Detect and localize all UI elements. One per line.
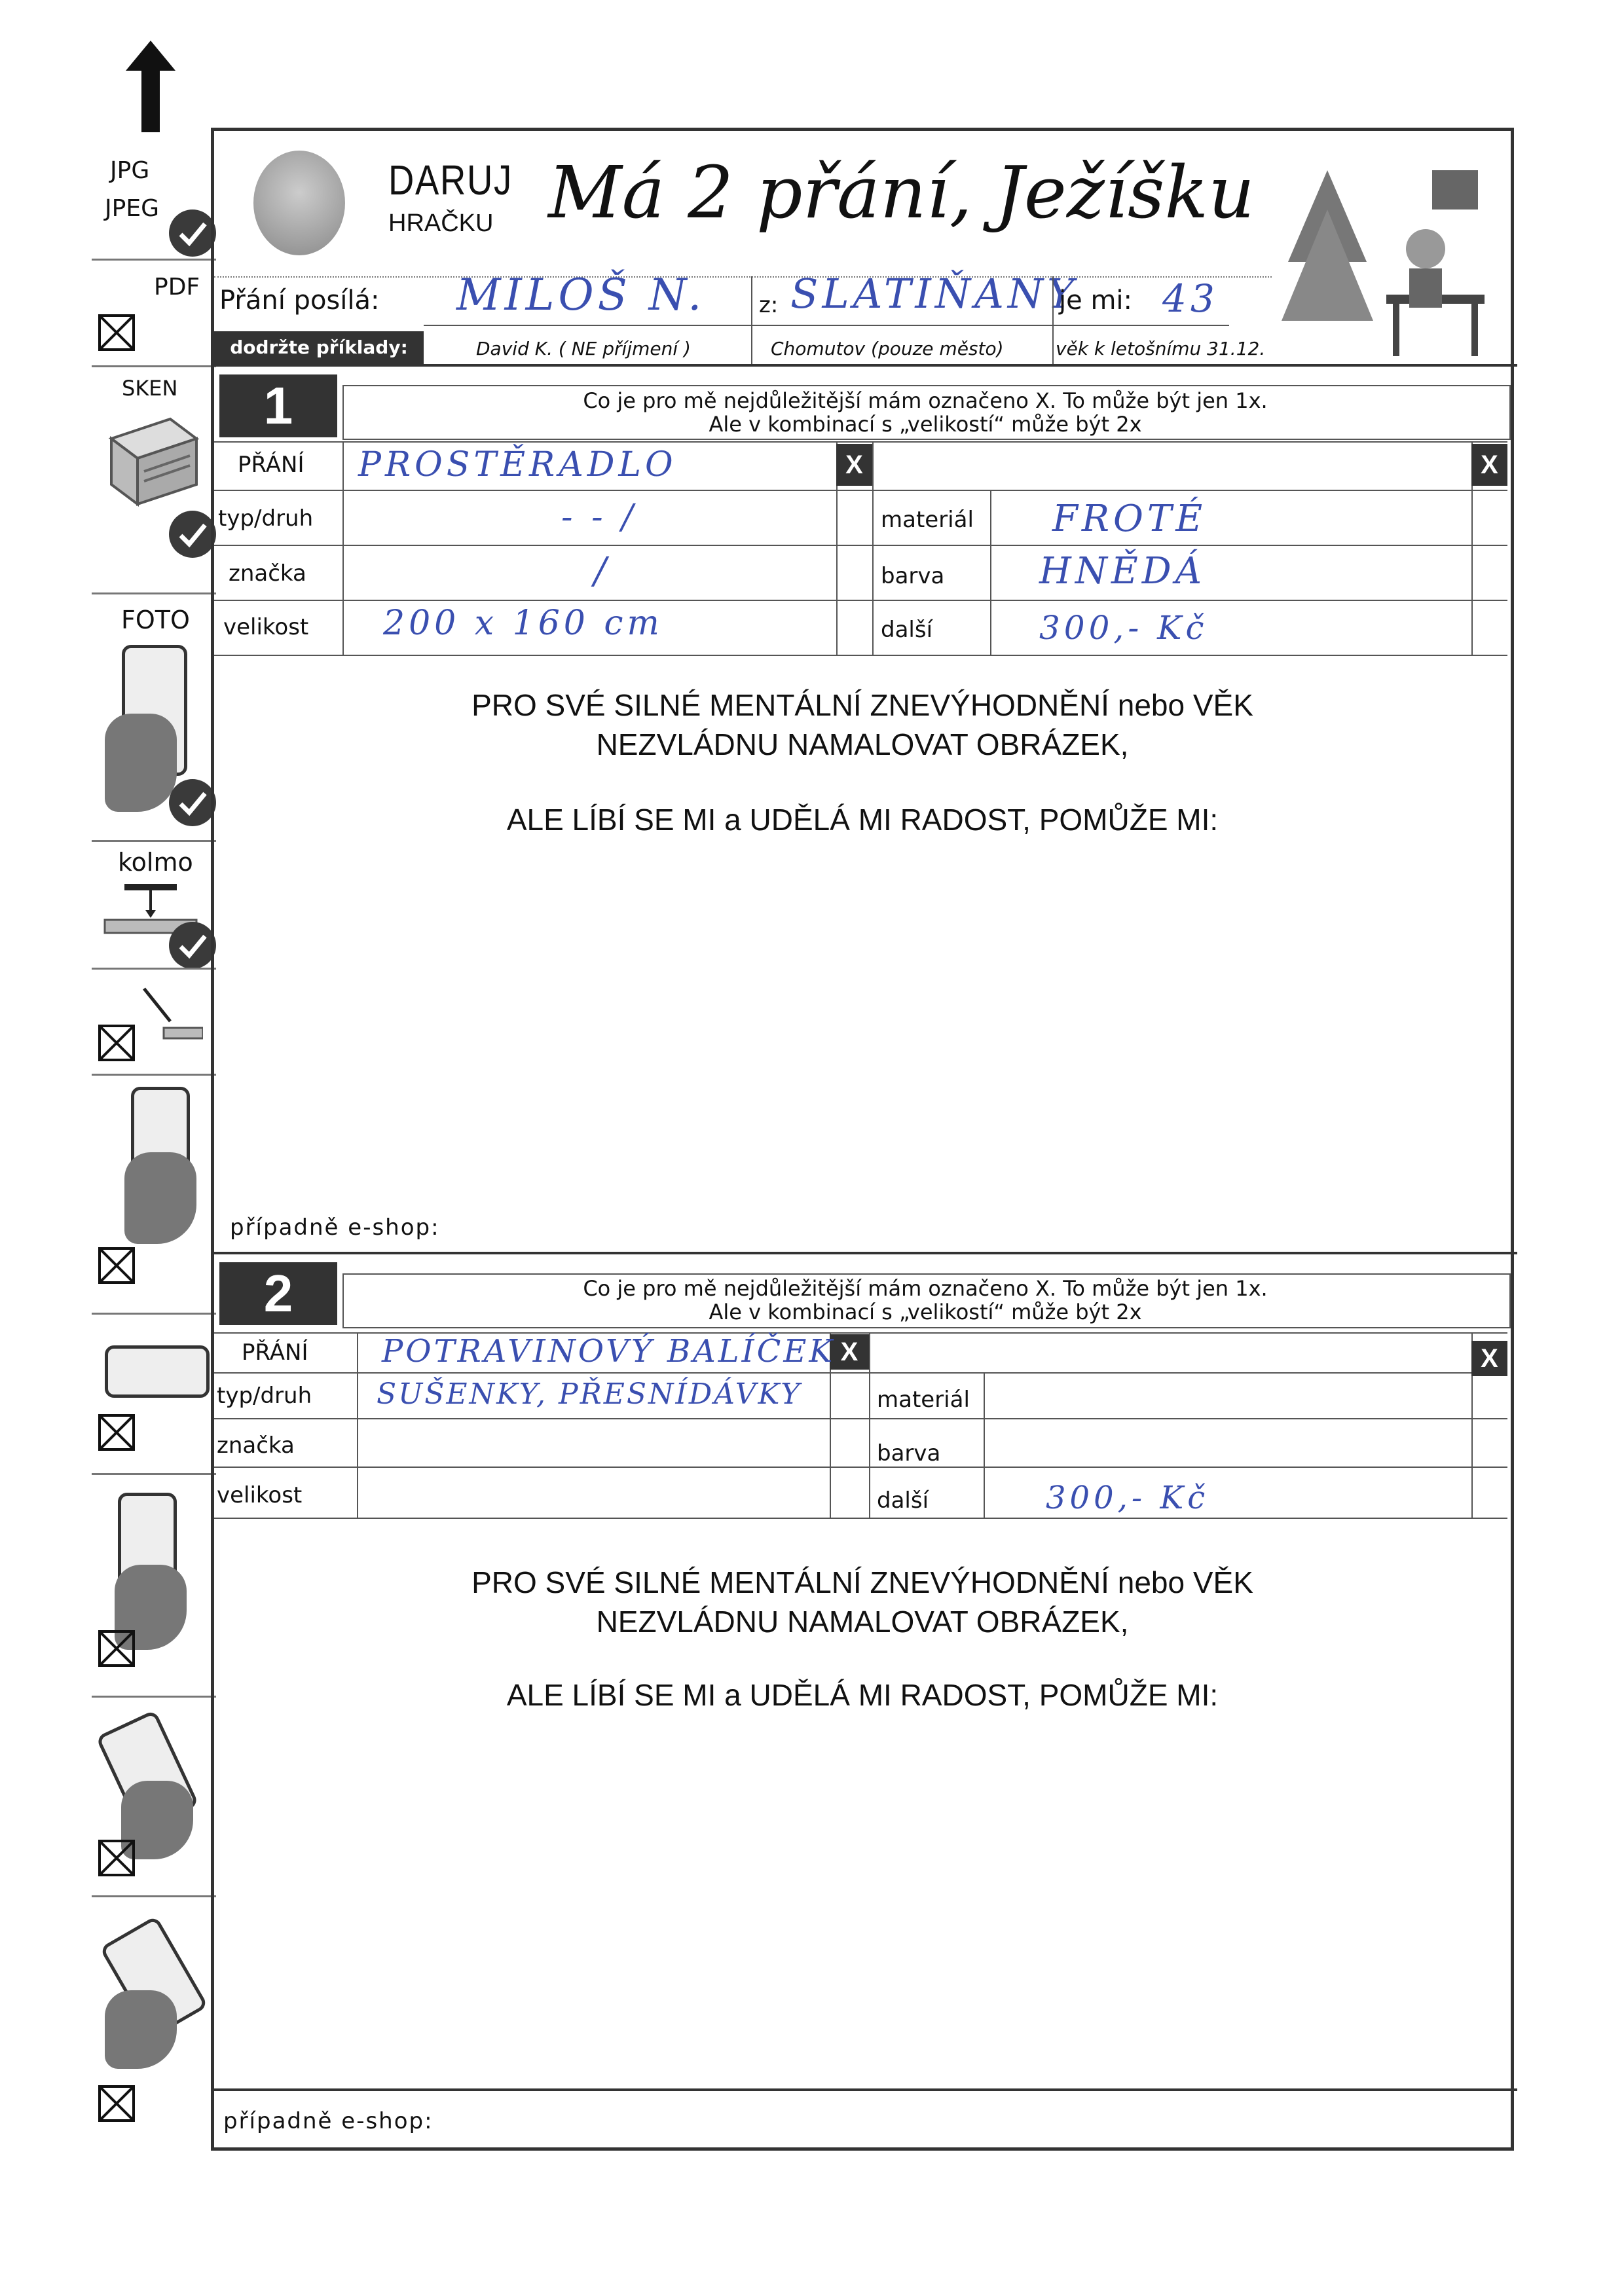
wish-2-note-line1: Co je pro mě nejdůležitější mám označeno X. To může být jen 1x. xyxy=(583,1276,1268,1301)
jpg-label: JPG xyxy=(110,157,150,184)
sidebar-divider xyxy=(92,1074,216,1076)
wish-1-x-marker-right: X xyxy=(1471,444,1507,486)
up-arrow-icon xyxy=(126,41,175,132)
hand-icon xyxy=(124,1152,196,1244)
wish-1-note-line2: Ale v kombinací s „velikostí“ může být 2x xyxy=(709,412,1142,437)
wish-1-typ-label: typ/druh xyxy=(218,505,314,532)
example-city: Chomutov (pouze město) xyxy=(771,338,1004,359)
wish-1-material-label: materiál xyxy=(881,507,974,533)
grid-line xyxy=(214,655,1507,656)
sidebar-divider xyxy=(92,259,216,261)
grid-line xyxy=(869,1332,870,1518)
wish-2-znacka-label: značka xyxy=(217,1432,295,1459)
wish-1-note-line1: Co je pro mě nejdůležitější mám označeno X. To může být jen 1x. xyxy=(583,388,1268,413)
phone-landscape-icon xyxy=(105,1345,210,1398)
header-separator xyxy=(214,276,1272,278)
hand-icon xyxy=(105,714,177,812)
wish-2-x-marker-left: X xyxy=(830,1334,869,1370)
sender-underline xyxy=(424,325,1229,326)
sidebar-divider xyxy=(92,1473,216,1475)
tilted-unchecked-icon xyxy=(98,1247,135,1284)
wish-2-material-label: materiál xyxy=(877,1387,970,1413)
wish-1-barva-value: HNĚDÁ xyxy=(1039,550,1206,592)
scanner-icon xyxy=(98,412,203,511)
wish-2-number: 2 xyxy=(219,1262,337,1325)
wish-1-typ-value: - - / xyxy=(561,498,637,537)
example-age: věk k letošnímu 31.12. xyxy=(1056,338,1266,359)
sidebar-divider xyxy=(92,968,216,970)
sidebar-divider xyxy=(92,1895,216,1897)
wish-1-x-marker-left: X xyxy=(836,444,872,486)
wish-2-message-line1: PRO SVÉ SILNÉ MENTÁLNÍ ZNEVÝHODNĚNÍ nebo VĚK xyxy=(471,1565,1253,1599)
example-name: David K. ( NE příjmení ) xyxy=(476,338,691,359)
jpeg-label: JPEG xyxy=(105,195,159,222)
sidebar-divider xyxy=(92,365,216,367)
header-bottom-line xyxy=(214,364,1517,367)
wish-1-message-line2: NEZVLÁDNU NAMALOVAT OBRÁZEK, xyxy=(596,727,1129,761)
grid-line xyxy=(214,1467,1507,1468)
hand-icon xyxy=(105,1990,177,2069)
foto-check-icon xyxy=(169,779,216,826)
examples-badge: dodržte příklady: xyxy=(214,331,424,364)
wish-2-message-line2: NEZVLÁDNU NAMALOVAT OBRÁZEK, xyxy=(596,1605,1129,1639)
wish-1-velikost-value: 200 x 160 cm xyxy=(383,604,663,643)
sender-label: Přání posílá: xyxy=(219,285,380,316)
page-title: Má 2 přání, Ježíšku xyxy=(548,151,1255,234)
wish-1-bottom-line xyxy=(214,1252,1517,1254)
pdf-unchecked-icon xyxy=(98,314,135,351)
wish-1-velikost-label: velikost xyxy=(223,614,309,640)
wish-2-barva-label: barva xyxy=(877,1440,941,1467)
wish-1-prani-value: PROSTĚRADLO xyxy=(358,445,677,484)
sidebar-divider xyxy=(92,592,216,594)
wish-2-x-marker-right: X xyxy=(1471,1341,1507,1376)
from-label: z: xyxy=(759,292,779,318)
jpg-check-icon xyxy=(169,210,216,257)
christmas-tree-illustration xyxy=(1275,144,1491,367)
wish-1-barva-label: barva xyxy=(881,563,945,589)
wish-1-dalsi-label: další xyxy=(881,617,933,643)
from-value: SLATIŇANY xyxy=(790,270,1079,318)
sken-check-icon xyxy=(169,511,216,558)
sidebar-divider xyxy=(92,840,216,842)
sender-value: MILOŠ N. xyxy=(456,270,706,320)
wish-2-typ-value: SUŠENKY, PŘESNÍDÁVKY xyxy=(377,1377,802,1411)
age-label: je mi: xyxy=(1059,285,1132,316)
grid-line xyxy=(990,490,991,655)
wish-1-eshop-label: případně e-shop: xyxy=(230,1214,440,1241)
wish-1-prani-label: PŘÁNÍ xyxy=(238,452,304,478)
rotated-unchecked-icon xyxy=(98,1840,135,1876)
wish-2-dalsi-value: 300,- Kč xyxy=(1046,1480,1209,1516)
wish-2-prani-label: PŘÁNÍ xyxy=(242,1339,308,1366)
wish-1-number: 1 xyxy=(219,374,337,437)
pdf-label: PDF xyxy=(154,274,200,301)
kolmo-label: kolmo xyxy=(118,848,193,877)
kolmo-check-icon xyxy=(169,922,216,969)
grid-line xyxy=(214,1372,1507,1374)
wish-1-material-value: FROTÉ xyxy=(1052,498,1207,540)
upright-unchecked-icon xyxy=(98,1630,135,1667)
grid-line xyxy=(357,1332,358,1518)
grid-line xyxy=(984,1372,985,1518)
age-value: 43 xyxy=(1162,276,1219,321)
wish-2-note-line2: Ale v kombinací s „velikostí“ může být 2x xyxy=(709,1300,1142,1324)
grid-line xyxy=(214,490,1507,491)
foto-label: FOTO xyxy=(121,606,190,634)
wish-2-typ-label: typ/druh xyxy=(217,1383,312,1409)
landscape-unchecked-icon xyxy=(98,1414,135,1451)
grid-line xyxy=(342,441,344,655)
wish-1-znacka-label: značka xyxy=(229,560,306,587)
wish-2-message-line3: ALE LÍBÍ SE MI a UDĚLÁ MI RADOST, POMŮŽE MI: xyxy=(506,1678,1219,1712)
sidebar-divider xyxy=(92,1313,216,1315)
wish-1-message-line1: PRO SVÉ SILNÉ MENTÁLNÍ ZNEVÝHODNĚNÍ nebo VĚK xyxy=(471,688,1253,722)
grid-line xyxy=(214,545,1507,546)
grid-line xyxy=(214,600,1507,601)
sidebar-divider xyxy=(92,1696,216,1698)
sken-label: SKEN xyxy=(122,376,178,401)
grid-line xyxy=(214,441,1507,443)
wish-2-prani-value: POTRAVINOVÝ BALÍČEK xyxy=(382,1333,836,1370)
logo-line1: DARUJ xyxy=(388,156,513,204)
wish-2-eshop-label: případně e-shop: xyxy=(223,2108,434,2134)
wish-1-dalsi-value: 300,- Kč xyxy=(1039,609,1208,647)
angled-camera-icon xyxy=(131,975,203,1048)
skewed-unchecked-icon xyxy=(98,2085,135,2122)
wish-1-znacka-value: / xyxy=(594,550,610,592)
wish-2-dalsi-label: další xyxy=(877,1487,929,1514)
child-illustration xyxy=(253,151,345,255)
grid-line xyxy=(872,441,874,655)
wish-form xyxy=(211,128,1514,2151)
grid-line xyxy=(214,1418,1507,1419)
angled-unchecked-icon xyxy=(98,1025,135,1061)
eshop-top-line xyxy=(214,2088,1517,2091)
logo-line2: HRAČKU xyxy=(388,210,494,237)
grid-line xyxy=(214,1518,1507,1519)
sender-divider xyxy=(751,276,752,364)
age-divider xyxy=(1052,276,1054,364)
wish-1-message-line3: ALE LÍBÍ SE MI a UDĚLÁ MI RADOST, POMŮŽE MI: xyxy=(506,803,1219,837)
wish-2-velikost-label: velikost xyxy=(217,1482,303,1508)
